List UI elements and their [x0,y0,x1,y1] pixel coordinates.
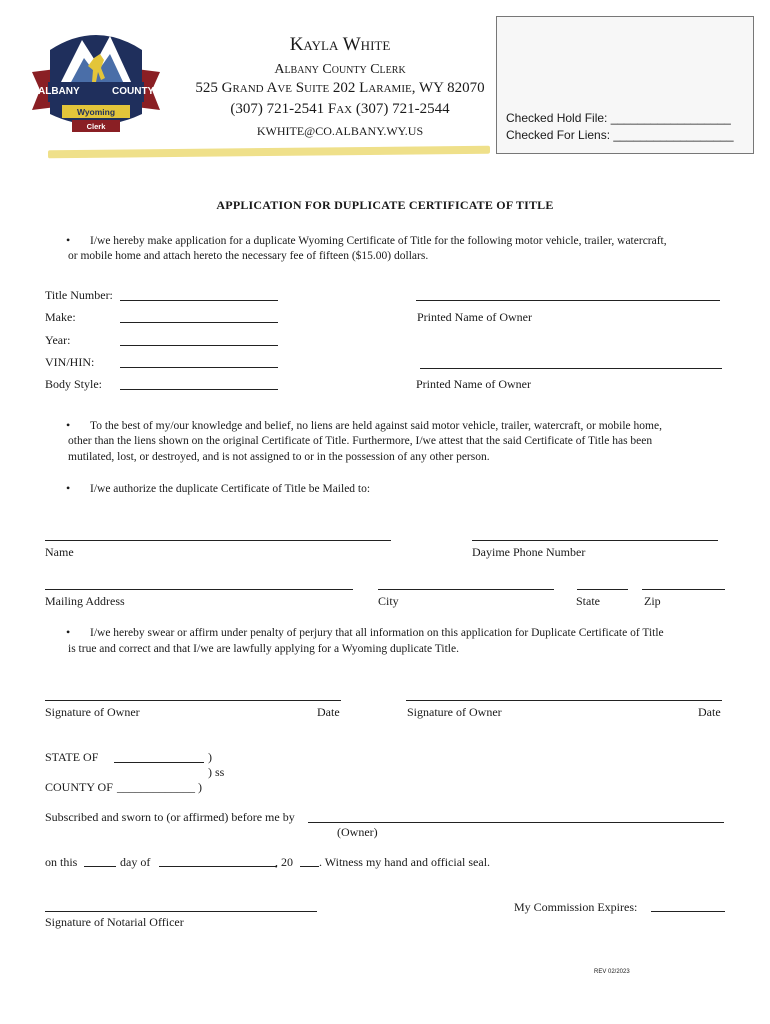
field-printed-name-2[interactable] [420,368,722,369]
notary-paren-1: ) [208,750,212,764]
field-day[interactable] [84,866,116,867]
lien-bullet-mark: • [66,418,71,432]
form-title: APPLICATION FOR DUPLICATE CERTIFICATE OF TITLE [216,198,554,212]
intro-text-2: or mobile home and attach hereto the necessary fee of fifteen ($15.00) dollars. [68,250,429,262]
label-year-prefix: , 20 [275,855,293,869]
field-city[interactable] [378,589,554,590]
checked-for-liens: Checked For Liens: __________________ [506,128,734,142]
county-logo [30,22,162,140]
field-subscribed-owner[interactable] [308,822,724,823]
lien-text-1: To the best of my/our knowledge and belief, no liens are held against said motor vehicle, trailer, watercraft, or mobile home, [90,420,662,432]
label-vin: VIN/HIN: [45,355,95,369]
label-subscribed: Subscribed and sworn to (or affirmed) before me by [45,810,295,824]
label-signature-2: Signature of Owner [407,705,502,719]
intro-bullet-mark: • [66,233,71,247]
field-state[interactable] [577,589,628,590]
perjury-text-1: I/we hereby swear or affirm under penalty of perjury that all information on this application for Duplicate Certificate of Title [90,627,664,639]
perjury-bullet-mark: • [66,625,71,639]
field-title-number[interactable] [120,300,278,301]
field-state-of[interactable] [114,762,204,763]
logo-text-left: ALBANY [38,86,80,97]
label-mailing-address: Mailing Address [45,594,125,608]
label-state-of: STATE OF [45,750,99,764]
label-county-of: COUNTY OF [45,780,113,794]
clerk-email[interactable]: KWHITE@CO.ALBANY.WY.US [256,124,424,138]
field-year-suffix[interactable] [300,866,319,867]
label-printed-name-1: Printed Name of Owner [417,310,532,324]
label-signature-1: Signature of Owner [45,705,140,719]
label-witness: . Witness my hand and official seal. [319,855,491,869]
field-name[interactable] [45,540,391,541]
field-year[interactable] [120,345,278,346]
field-phone[interactable] [472,540,718,541]
mail-text: I/we authorize the duplicate Certificate of Title be Mailed to: [90,483,371,495]
label-year: Year: [45,333,71,347]
lien-text-2: other than the liens shown on the original Certificate of Title. Furthermore, I/we attest that the said Certificate of Title has been [68,435,653,447]
label-printed-name-2: Printed Name of Owner [416,377,531,391]
logo-text-sub: Clerk [86,122,106,131]
label-make: Make: [45,310,76,324]
checked-hold-file: Checked Hold File: __________________ [506,111,731,125]
label-phone: Dayime Phone Number [472,545,586,559]
field-mailing-address[interactable] [45,589,353,590]
label-on-this: on this [45,855,78,869]
field-notary-signature[interactable] [45,911,317,912]
field-make[interactable] [120,322,278,323]
label-commission: My Commission Expires: [514,900,638,914]
field-commission[interactable] [651,911,725,912]
clerk-name: Kayla White [289,34,391,55]
logo-graphic [30,22,162,140]
label-title-number: Title Number: [45,288,113,302]
field-body-style[interactable] [120,389,278,390]
field-signature-1[interactable] [45,700,341,701]
field-signature-2[interactable] [406,700,722,701]
mail-bullet-mark: • [66,481,71,495]
label-notary-signature: Signature of Notarial Officer [45,915,184,929]
label-day-of: day of [120,855,151,869]
clerk-phone: (307) 721-2541 Fax (307) 721-2544 [230,101,450,117]
intro-text-1: I/we hereby make application for a duplicate Wyoming Certificate of Title for the following motor vehicle, trailer, watercraft, [90,235,667,247]
field-zip[interactable] [642,589,725,590]
lien-text-3: mutilated, lost, or destroyed, and is not assigned to or in the possession of any other person. [68,451,490,463]
field-printed-name-1[interactable] [416,300,720,301]
label-date-2: Date [698,705,721,719]
label-name: Name [45,545,74,559]
label-date-1: Date [317,705,340,719]
perjury-text-2: is true and correct and that I/we are lawfully applying for a Wyoming duplicate Title. [68,643,459,655]
label-zip: Zip [644,594,661,608]
header-highlight-stripe [48,146,490,159]
label-state: State [576,594,600,608]
clerk-address: 525 Grand Ave Suite 202 Laramie, WY 82070 [195,80,485,96]
field-vin[interactable] [120,367,278,368]
label-owner: (Owner) [337,825,378,839]
revision-code: REV 02/2023 [594,969,630,975]
label-city: City [378,594,399,608]
label-body-style: Body Style: [45,377,103,391]
field-month[interactable] [159,866,277,867]
logo-text-right: COUNTY [112,86,155,97]
clerk-office: Albany County Clerk [274,62,406,77]
field-county-of[interactable]: _____________ ) [117,780,202,794]
notary-ss: ) ss [208,765,225,779]
logo-text-banner: Wyoming [76,107,116,117]
